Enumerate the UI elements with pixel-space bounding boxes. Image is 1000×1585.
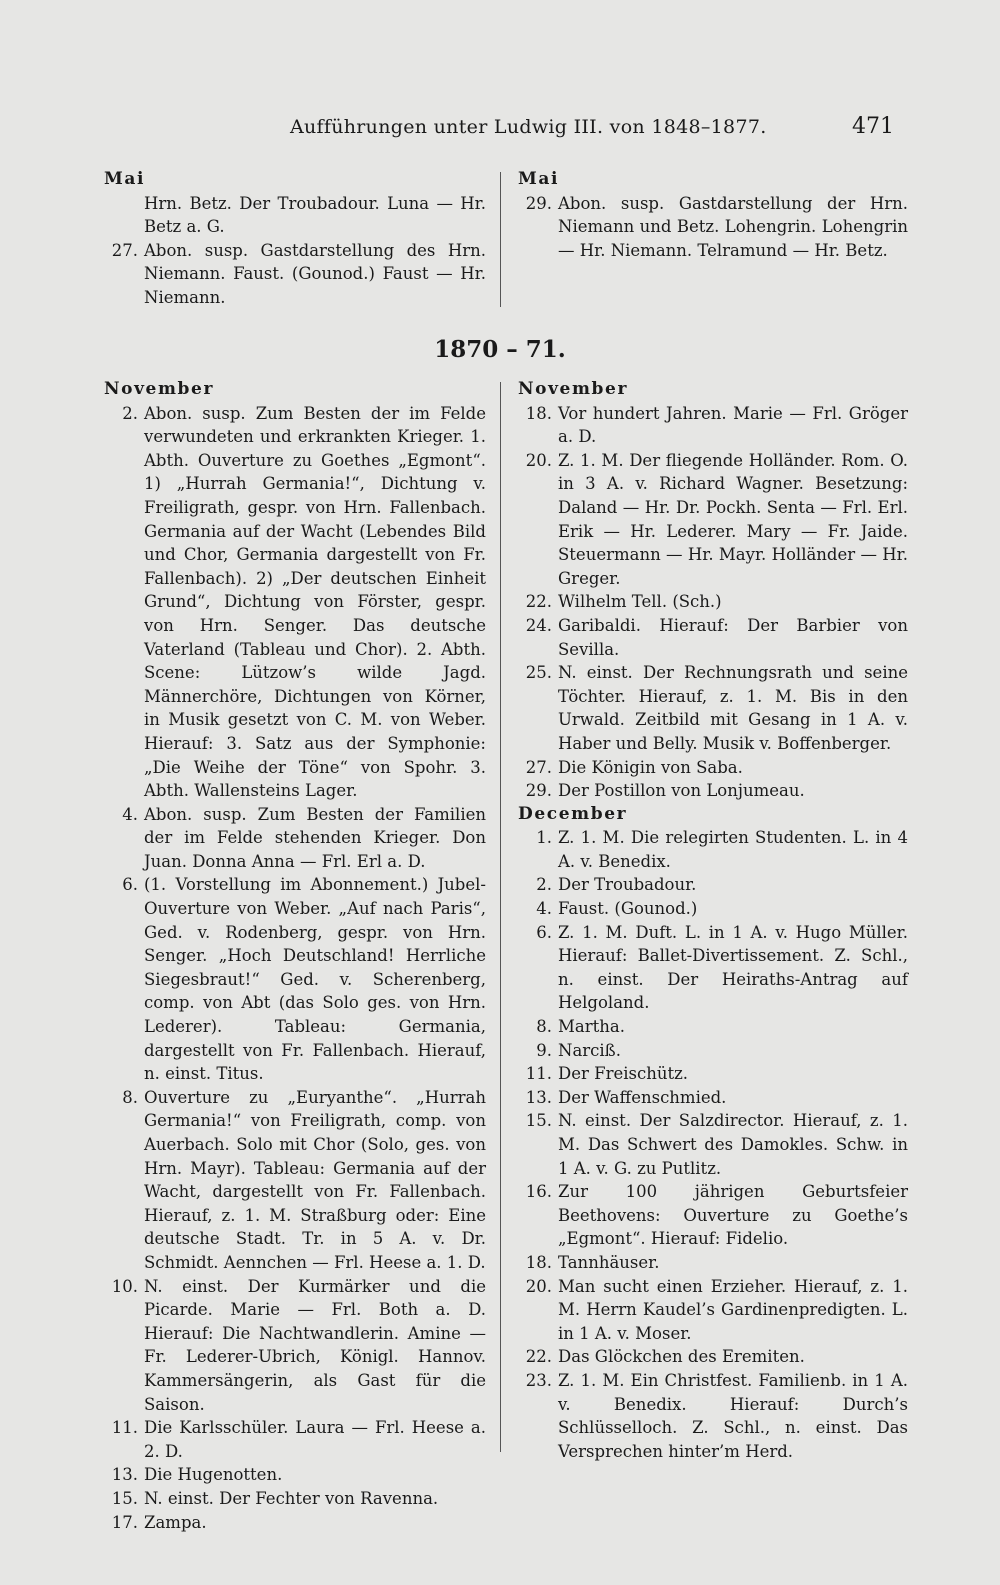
entry-text: Der Freischütz. [558,1064,689,1084]
list-item [518,449,908,591]
entry-day: 13. [111,1465,138,1485]
list-item [518,756,908,780]
entry-day: 22. [525,1347,552,1367]
entry-day: 2. [536,875,552,895]
entry-day: 6. [536,922,552,942]
entry-text: Abon. susp. Gastdarstellung der Hrn. Niemann und Betz. Lohengrin. Lohengrin — Hr. Niemann. Telramund — Hr. Betz. [558,193,908,260]
entry-text: Tannhäuser. [558,1252,660,1272]
entry-text: Der Waffenschmied. [558,1087,727,1107]
list-item [518,873,908,897]
running-head: Aufführungen unter Ludwig III. von 1848–1877. [290,116,767,138]
entry-text: N. einst. Der Fechter von Ravenna. [144,1488,439,1508]
list-item [104,803,486,874]
list-item [104,1086,486,1275]
entry-text: Z. 1. M. Ein Christfest. Familienb. in 1 A. v. Benedix. Hierauf: Durch’s Schlüsselloch. Z. Schl., n. einst. Das Versprechen hinter’m Herd. [558,1370,908,1461]
list-item [104,1463,486,1487]
list-item [104,1275,486,1417]
top-right-column [518,168,908,262]
page-number: 471 [852,114,894,139]
entry-text: Der Troubadour. [558,875,697,895]
entry-day: 23. [525,1370,552,1390]
entry-day: 20. [525,450,552,470]
entry-text: Abon. susp. Zum Besten der im Felde verwundeten und erkrankten Krieger. 1. Abth. Ouverture zu Goethes „Egmont“. 1) „Hurrah Germania!“, Dichtung v. Freiligrath, gespr. von Hrn. Fallenbach. Germania auf der Wacht (Lebendes Bild und Chor, Germania dargestellt von Fr. Fallenbach). 2) „Der deutschen Einheit Grund“, Dichtung von Förster, gespr. von Hrn. Senger. Das deutsche Vaterland (Tableau und Chor). 2. Abth. Scene: Lützow’s wilde Jagd. Männerchöre, Dichtungen von Körner, in Musik gesetzt von C. M. von Weber. Hierauf: 3. Satz aus der Symphonie: „Die Weihe der Töne“ von Spohr. 3. Abth. Wallensteins Lager. [144,403,486,801]
list-item [518,590,908,614]
entry-day: 9. [536,1040,552,1060]
entry-day: 20. [525,1276,552,1296]
list-item [518,921,908,1015]
entry-text: Das Glöckchen des Eremiten. [558,1347,805,1367]
entry-text: Die Hugenotten. [144,1465,283,1485]
entry-day: 11. [111,1418,138,1438]
entry-day: 16. [525,1182,552,1202]
entry-text: Martha. [558,1017,625,1037]
entry-day: 10. [111,1276,138,1296]
list-item [518,1062,908,1086]
month-heading: Mai [518,169,560,189]
entry-text: N. einst. Der Kurmärker und die Picarde. Marie — Frl. Both a. D. Hierauf: Die Nachtwandlerin. Amine — Fr. Lederer-Ubrich, Königl. Hannov. Kammersängerin, als Gast für die Saison. [144,1276,486,1414]
entry-day: 29. [525,781,552,801]
list-item [104,1511,486,1535]
list-item [518,614,908,661]
entry-text: Hrn. Betz. Der Troubadour. Luna — Hr. Betz a. G. [144,193,486,237]
list-item [518,1086,908,1110]
entry-text: Garibaldi. Hierauf: Der Barbier von Sevilla. [558,615,908,659]
season-heading: 1870 – 71. [434,336,566,363]
month-heading: November [518,379,629,399]
list-item [104,402,486,803]
list-item [104,239,486,310]
entry-day: 22. [525,592,552,612]
entry-text: Z. 1. M. Die relegirten Studenten. L. in 4 A. v. Benedix. [558,828,908,871]
list-item [518,826,908,873]
list-item [518,1251,908,1275]
entry-day: 4. [536,899,552,919]
entry-text: Abon. susp. Zum Besten der Familien der im Felde stehenden Krieger. Don Juan. Donna Anna — Frl. Erl a. D. [144,804,486,871]
list-item [518,1345,908,1369]
entry-text: Der Postillon von Lonjumeau. [558,781,805,801]
entry-day: 11. [525,1064,552,1084]
entry-text: Zur 100 jährigen Geburtsfeier Beethovens: Ouverture zu Goethe’s „Egmont“. Hierauf: Fidelio. [558,1182,908,1249]
column-divider [500,172,501,307]
list-item [518,1180,908,1251]
entry-day: 8. [122,1087,138,1107]
entry-text: Zampa. [144,1512,207,1532]
entry-text: Narciß. [558,1040,621,1060]
left-column [104,378,486,1534]
list-item [518,1039,908,1063]
entry-text: Z. 1. M. Duft. L. in 1 A. v. Hugo Müller. Hierauf: Ballet-Divertissement. Z. Schl., n. einst. Der Heiraths-Antrag auf Helgoland. [558,922,908,1013]
entry-text: Abon. susp. Gastdarstellung des Hrn. Niemann. Faust. (Gounod.) Faust — Hr. Niemann. [144,240,486,307]
entry-text: N. einst. Der Salzdirector. Hierauf, z. 1. M. Das Schwert des Damokles. Schw. in 1 A. v. G. zu Putlitz. [558,1111,908,1178]
list-item [518,779,908,803]
month-heading: Mai [104,169,146,189]
entry-text: Ouverture zu „Euryanthe“. „Hurrah Germania!“ von Freiligrath, comp. von Auerbach. Solo mit Chor (Solo, ges. von Hrn. Mayr). Tableau: Germania auf der Wacht, dargestellt von Fr. Fallenbach. Hierauf, z. 1. M. Straßburg oder: Eine deutsche Stadt. Tr. in 5 A. v. Dr. Schmidt. Aennchen — Frl. Heese a. 1. D. [144,1087,486,1272]
entry-day: 25. [525,663,552,683]
month-heading: November [104,379,215,399]
entry-text: N. einst. Der Rechnungsrath und seine Töchter. Hierauf, z. 1. M. Bis in den Urwald. Zeitbild mit Gesang in 1 A. v. Haber und Belly. Musik v. Boffenberger. [558,663,908,753]
list-item [518,192,908,263]
list-item [518,661,908,755]
list-item [104,192,486,239]
entry-day: 15. [525,1111,552,1131]
entry-text: Man sucht einen Erzieher. Hierauf, z. 1. M. Herrn Kaudel’s Gardinenpredigten. L. in 1 A. v. Moser. [558,1276,908,1343]
entry-day: 27. [111,240,138,260]
list-item [518,1275,908,1346]
column-divider [500,382,501,1452]
entry-day: 18. [525,403,552,423]
top-left-column [104,168,486,310]
entry-day: 24. [525,615,552,635]
entry-day: 17. [111,1512,138,1532]
entry-text: Vor hundert Jahren. Marie — Frl. Gröger a. D. [558,403,908,447]
entry-day: 18. [525,1252,552,1272]
list-item [104,873,486,1085]
list-item [518,897,908,921]
list-item [518,402,908,449]
entry-day: 29. [525,193,552,213]
entry-text: Z. 1. M. Der fliegende Holländer. Rom. O. in 3 A. v. Richard Wagner. Besetzung: Daland — Hr. Dr. Pockh. Senta — Frl. Erl. Erik — Hr. Lederer. Mary — Fr. Jaide. Steuermann — Hr. Mayr. Holländer — Hr. Greger. [558,450,908,588]
entry-text: Wilhelm Tell. (Sch.) [558,592,722,612]
entry-text: Faust. (Gounod.) [558,899,698,919]
month-heading: December [518,803,628,824]
list-item [518,1369,908,1463]
list-item [518,1109,908,1180]
entry-text: Die Karlsschüler. Laura — Frl. Heese a. 2. D. [144,1418,486,1461]
list-item [104,1487,486,1511]
entry-day: 8. [536,1017,552,1037]
right-column [518,378,908,1463]
entry-day: 27. [525,757,552,777]
entry-day: 13. [525,1087,552,1107]
list-item [104,1416,486,1463]
list-item [518,1015,908,1039]
entry-text: (1. Vorstellung im Abonnement.) Jubel-Ouverture von Weber. „Auf nach Paris“, Ged. v. Rodenberg, gespr. von Hrn. Senger. „Hoch Deutschland! Herrliche Siegesbraut!“ Ged. v. Scherenberg, comp. von Abt (das Solo ges. von Hrn. Lederer). Tableau: Germania, dargestellt von Fr. Fallenbach. Hierauf, n. einst. Titus. [144,875,486,1084]
entry-day: 6. [122,875,138,895]
entry-day: 4. [122,804,138,824]
entry-day: 15. [111,1488,138,1508]
entry-text: Die Königin von Saba. [558,757,743,777]
entry-day: 2. [122,403,138,423]
entry-day: 1. [536,828,552,848]
